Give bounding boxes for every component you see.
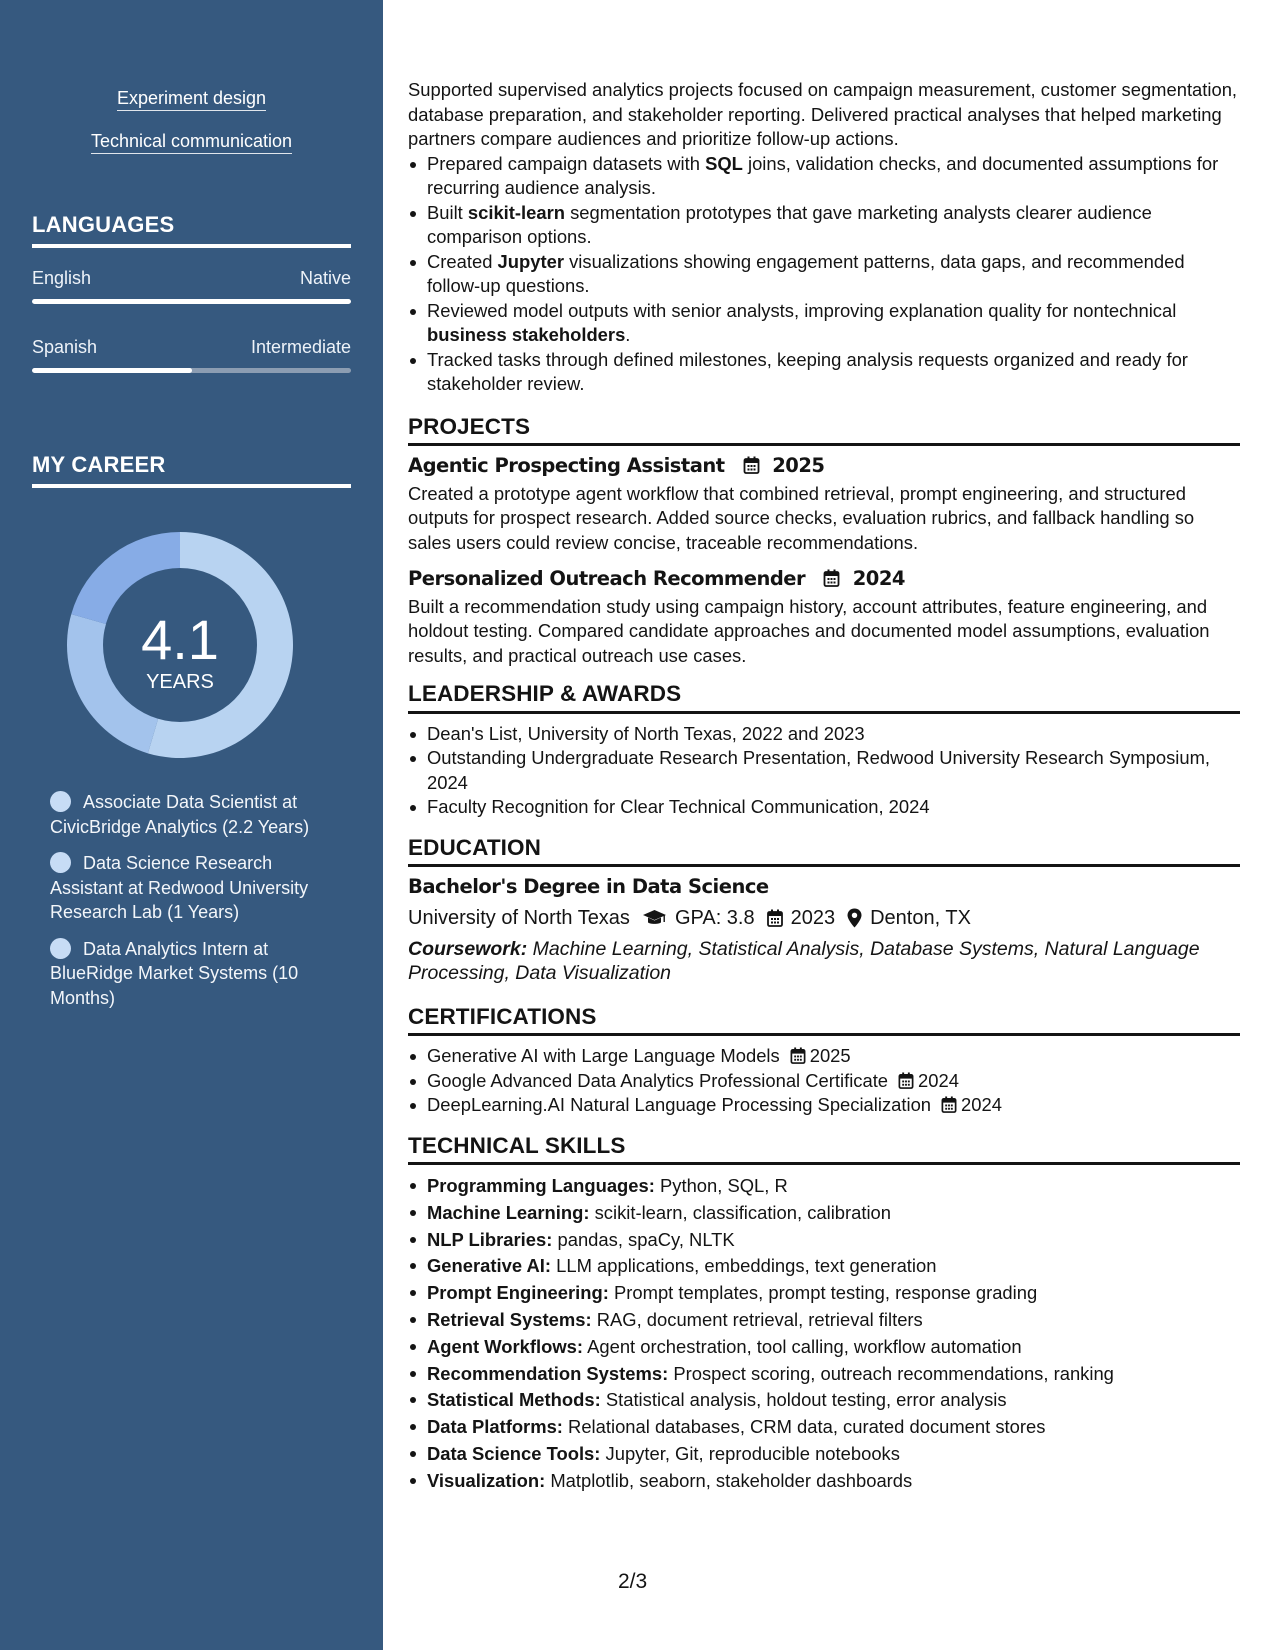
certifications-heading: CERTIFICATIONS bbox=[408, 1005, 1240, 1037]
leadership-item: Outstanding Undergraduate Research Presentation, Redwood University Research Symposium, 2024 bbox=[408, 746, 1240, 795]
calendar-icon bbox=[767, 909, 783, 927]
technical-skills-list bbox=[408, 1173, 1240, 1495]
page-number: 2/3 bbox=[618, 1570, 648, 1593]
language-level: Intermediate bbox=[250, 337, 351, 357]
education-details bbox=[408, 904, 1240, 932]
leadership-heading: LEADERSHIP & AWARDS bbox=[408, 682, 1240, 714]
coursework-list: Machine Learning, Statistical Analysis, Database Systems, Natural Language Processing, Data Visualization bbox=[408, 937, 1200, 984]
project-item bbox=[408, 567, 1240, 668]
skill-row: Agent Workflows: Agent orchestration, tool calling, workflow automation bbox=[408, 1334, 1240, 1361]
skill-item[interactable]: Technical communication bbox=[0, 131, 383, 152]
skill-row: Machine Learning: scikit-learn, classification, calibration bbox=[408, 1200, 1240, 1227]
project-title-row bbox=[408, 454, 1240, 479]
language-proficiency-fill bbox=[32, 368, 192, 373]
project-year: 2024 bbox=[852, 567, 905, 590]
language-proficiency-bar bbox=[32, 299, 351, 304]
experience-bullet: Created Jupyter visualizations showing engagement patterns, data gaps, and recommended follow-up questions. bbox=[408, 250, 1240, 299]
career-donut-chart bbox=[65, 530, 295, 760]
projects-heading: PROJECTS bbox=[408, 415, 1240, 447]
language-level: Native bbox=[299, 268, 351, 288]
legend-dot-icon bbox=[50, 791, 71, 812]
certifications-list bbox=[408, 1044, 1240, 1118]
project-title: Personalized Outreach Recommender bbox=[408, 567, 806, 590]
school-name: University of North Texas bbox=[408, 906, 630, 929]
calendar-icon bbox=[790, 1047, 806, 1064]
location: Denton, TX bbox=[870, 906, 971, 929]
skill-row: Data Science Tools: Jupyter, Git, reproducible notebooks bbox=[408, 1441, 1240, 1468]
experience-bullet: Built scikit-learn segmentation prototypes that gave marketing analysts clearer audience comparison options. bbox=[408, 201, 1240, 250]
languages-heading: LANGUAGES bbox=[32, 212, 351, 248]
career-legend bbox=[50, 790, 340, 1022]
leadership-list bbox=[408, 722, 1240, 820]
gpa: GPA: 3.8 bbox=[674, 906, 755, 929]
coursework-label: Coursework: bbox=[408, 937, 528, 960]
language-proficiency-fill bbox=[32, 299, 351, 304]
main-content bbox=[408, 78, 1240, 1495]
skill-row: Statistical Methods: Statistical analysis, holdout testing, error analysis bbox=[408, 1387, 1240, 1414]
language-proficiency-bar bbox=[32, 368, 351, 373]
leadership-item: Faculty Recognition for Clear Technical Communication, 2024 bbox=[408, 795, 1240, 820]
calendar-icon bbox=[743, 456, 760, 474]
sidebar bbox=[0, 0, 383, 1650]
calendar-icon bbox=[941, 1096, 957, 1113]
project-title-row bbox=[408, 567, 1240, 592]
calendar-icon bbox=[898, 1072, 914, 1089]
project-item bbox=[408, 454, 1240, 555]
career-legend-item: Data Science Research Assistant at Redwood University Research Lab (1 Years) bbox=[50, 853, 309, 922]
technical-skills-heading: TECHNICAL SKILLS bbox=[408, 1134, 1240, 1166]
language-row bbox=[32, 268, 351, 289]
experience-bullet: Tracked tasks through defined milestones, keeping analysis requests organized and ready for stakeholder review. bbox=[408, 348, 1240, 397]
skill-row: Data Platforms: Relational databases, CRM data, curated document stores bbox=[408, 1414, 1240, 1441]
graduation-year: 2023 bbox=[790, 906, 836, 929]
experience-bullet: Prepared campaign datasets with SQL joins, validation checks, and documented assumptions for recurring audience analysis. bbox=[408, 152, 1240, 201]
certification-item: Generative AI with Large Language Models 2025 bbox=[408, 1044, 1240, 1069]
career-legend-item: Data Analytics Intern at BlueRidge Market Systems (10 Months) bbox=[50, 938, 299, 1008]
language-name: English bbox=[32, 268, 92, 288]
skill-row: NLP Libraries: pandas, spaCy, NLTK bbox=[408, 1227, 1240, 1254]
skill-row: Recommendation Systems: Prospect scoring, outreach recommendations, ranking bbox=[408, 1361, 1240, 1388]
certification-item: Google Advanced Data Analytics Professional Certificate 2024 bbox=[408, 1069, 1240, 1094]
certification-item: DeepLearning.AI Natural Language Processing Specialization 2024 bbox=[408, 1093, 1240, 1118]
language-name: Spanish bbox=[32, 337, 98, 357]
graduation-cap-icon bbox=[642, 909, 667, 927]
degree-title: Bachelor's Degree in Data Science bbox=[408, 875, 769, 898]
skill-row: Visualization: Matplotlib, seaborn, stakeholder dashboards bbox=[408, 1468, 1240, 1495]
career-legend-item: Associate Data Scientist at CivicBridge Analytics (2.2 Years) bbox=[50, 792, 310, 837]
leadership-item: Dean's List, University of North Texas, 2022 and 2023 bbox=[408, 722, 1240, 747]
legend-dot-icon bbox=[50, 938, 71, 959]
education-heading: EDUCATION bbox=[408, 836, 1240, 868]
skill-row: Programming Languages: Python, SQL, R bbox=[408, 1173, 1240, 1200]
skill-row: Retrieval Systems: RAG, document retrieval, retrieval filters bbox=[408, 1307, 1240, 1334]
project-title: Agentic Prospecting Assistant bbox=[408, 454, 725, 477]
calendar-icon bbox=[823, 569, 840, 587]
career-heading: MY CAREER bbox=[32, 452, 351, 488]
career-total-years: 4.1 bbox=[141, 608, 219, 671]
legend-dot-icon bbox=[50, 852, 71, 873]
skill-row: Prompt Engineering: Prompt templates, prompt testing, response grading bbox=[408, 1280, 1240, 1307]
skill-item[interactable]: Experiment design bbox=[0, 88, 383, 109]
location-pin-icon bbox=[847, 908, 862, 928]
project-description: Created a prototype agent workflow that combined retrieval, prompt engineering, and structured outputs for prospect research. Added source checks, evaluation rubrics, and fallback handling so sales users could review concise, traceable recommendations. bbox=[408, 482, 1195, 553]
project-year: 2025 bbox=[772, 454, 825, 477]
experience-summary: Supported supervised analytics projects focused on campaign measurement, customer segmentation, database preparation, and stakeholder reporting. Delivered practical analyses that helped marketing partners compare audiences and prioritize follow-up actions. bbox=[408, 79, 1238, 149]
career-unit-label: YEARS bbox=[146, 671, 214, 693]
experience-bullets bbox=[408, 152, 1240, 397]
experience-bullet: Reviewed model outputs with senior analysts, improving explanation quality for nontechnical business stakeholders. bbox=[408, 299, 1240, 348]
coursework bbox=[408, 937, 1240, 985]
project-description: Built a recommendation study using campaign history, account attributes, feature engineering, and holdout testing. Compared candidate approaches and documented model assumptions, evaluation results, and practical outreach use cases. bbox=[408, 595, 1210, 666]
language-row bbox=[32, 337, 351, 358]
skill-row: Generative AI: LLM applications, embeddings, text generation bbox=[408, 1253, 1240, 1280]
